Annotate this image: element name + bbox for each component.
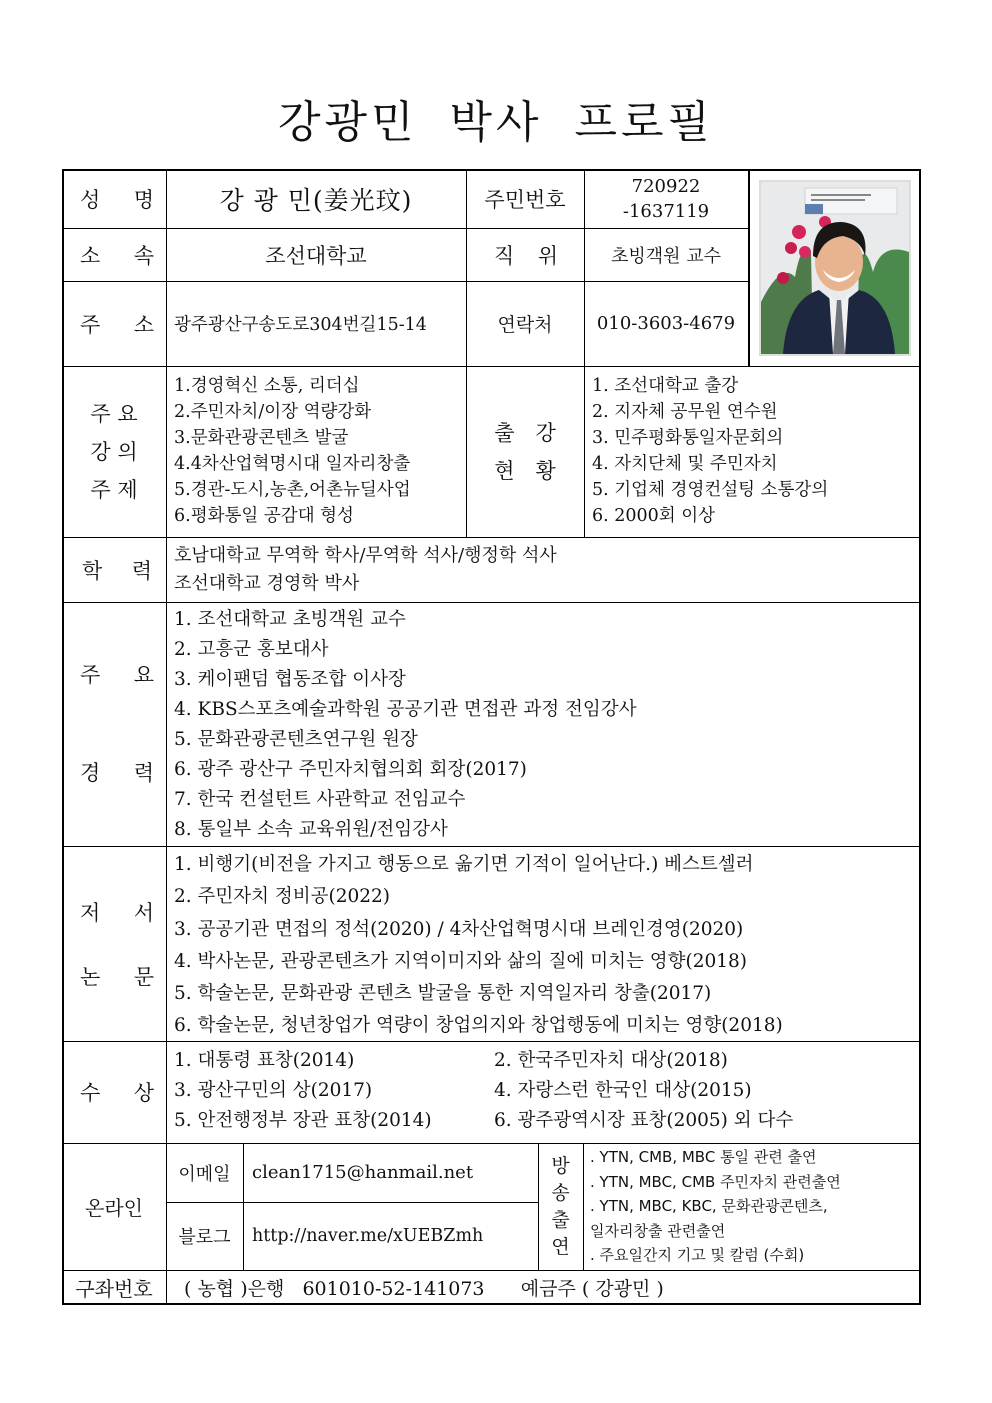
list-item: 조선대학교 경영학 박사 xyxy=(174,573,360,594)
label-char: 학 xyxy=(82,558,103,583)
publications-list xyxy=(174,849,919,1043)
label-line: 주 제 xyxy=(90,477,138,502)
list-item: 1. 대통령 표창(2014) xyxy=(174,1050,355,1071)
list-item: 1.경영혁신 소통, 리더십 xyxy=(174,376,360,396)
label-char: 출 xyxy=(551,1208,570,1231)
list-item: 4. 박사논문, 관광콘텐츠가 지역이미지와 삶의 질에 미치는 영향(2018) xyxy=(174,950,747,972)
list-item: 4. 자랑스런 한국인 대상(2015) xyxy=(494,1080,752,1101)
list-item: 2. 지자체 공무원 연수원 xyxy=(592,402,778,422)
label-char: 문 xyxy=(133,965,154,989)
label-char: 성 xyxy=(80,187,101,212)
list-item: 3. 공공기관 면접의 정석(2020) / 4차산업혁명시대 브레인경영(2020) xyxy=(174,918,744,940)
label-char: 상 xyxy=(133,1081,154,1105)
list-item: . YTN, CMB, MBC 통일 관련 출연 xyxy=(590,1148,817,1166)
name-value: 강 광 민(姜光玟) xyxy=(219,185,413,215)
list-item: 5. 학술논문, 문화관광 콘텐츠 발굴을 통한 지역일자리 창출(2017) xyxy=(174,983,712,1005)
career-label-top xyxy=(62,658,166,690)
id-number-line2: -1637119 xyxy=(622,200,710,222)
list-item: 1. 조선대학교 출강 xyxy=(592,376,739,396)
label-char: 위 xyxy=(537,243,558,268)
label-line: 현 황 xyxy=(494,458,556,483)
page-title: 강광민 박사 프로필 xyxy=(277,97,714,148)
label-char: 경 xyxy=(80,761,101,785)
name-label xyxy=(62,169,166,228)
broadcast-label xyxy=(538,1143,583,1270)
label-line: 주 요 xyxy=(90,401,138,426)
label-line: 출 강 xyxy=(494,420,556,445)
label-line: 강 의 xyxy=(90,439,138,464)
divider xyxy=(583,1143,584,1270)
list-item: 4.4차산업혁명시대 일자리창출 xyxy=(174,454,411,474)
divider xyxy=(748,169,750,366)
publications-label-top xyxy=(62,896,166,928)
list-item: 5. 기업체 경영컨설팅 소통강의 xyxy=(592,480,829,500)
label-char: 소 xyxy=(80,243,101,268)
label-char: 요 xyxy=(133,663,154,687)
affiliation-value: 조선대학교 xyxy=(265,243,367,268)
list-item: 호남대학교 무역학 학사/무역학 석사/행정학 석사 xyxy=(174,545,557,566)
label-char: 송 xyxy=(551,1181,570,1204)
label-char: 연 xyxy=(551,1235,570,1258)
account-label: 구좌번호 xyxy=(75,1277,153,1301)
list-item: 2. 한국주민자치 대상(2018) xyxy=(494,1050,728,1071)
person-photo-icon xyxy=(761,182,909,354)
blog-link[interactable]: http://naver.me/xUEBZmh xyxy=(252,1226,484,1246)
list-item: 6. 학술논문, 청년창업가 역량이 창업의지와 창업행동에 미치는 영향(2018) xyxy=(174,1015,783,1037)
position-label xyxy=(466,228,584,281)
list-item: . YTN, MBC, KBC, 문화관광콘텐츠, xyxy=(590,1197,828,1215)
education-label xyxy=(62,537,166,602)
list-item: 8. 통일부 소속 교육위원/전임강사 xyxy=(174,819,448,840)
list-item: 2. 주민자치 정비공(2022) xyxy=(174,886,391,908)
list-item: 5.경관-도시,농촌,어촌뉴딜사업 xyxy=(174,480,411,500)
label-char: 논 xyxy=(80,965,101,989)
contact-label: 연락처 xyxy=(497,314,553,336)
list-item: 5. 문화관광콘텐츠연구원 원장 xyxy=(174,729,418,750)
lecture-status-label xyxy=(466,366,584,537)
label-char: 력 xyxy=(133,761,154,785)
profile-photo xyxy=(759,180,911,356)
list-item: 1. 비행기(비전을 가지고 행동으로 옮기면 기적이 일어난다.) 베스트셀러 xyxy=(174,854,754,875)
position-value: 초빙객원 교수 xyxy=(610,245,722,267)
email-label: 이메일 xyxy=(178,1163,231,1185)
list-item: . YTN, MBC, CMB 주민자치 관련출연 xyxy=(590,1172,841,1191)
list-item: 일자리창출 관련출연 xyxy=(590,1221,726,1240)
affiliation-label xyxy=(62,228,166,281)
lecture-topics-label xyxy=(62,366,166,537)
label-char: 직 xyxy=(494,243,515,268)
divider xyxy=(62,537,921,538)
list-item: 2.주민자치/이장 역량강화 xyxy=(174,402,372,422)
label-char: 방 xyxy=(551,1154,570,1177)
address-label xyxy=(62,281,166,366)
list-item: 5. 안전행정부 장관 표창(2014) xyxy=(174,1110,432,1131)
list-item: 3. 케이팬덤 협동조합 이사장 xyxy=(174,669,406,690)
blog-label: 블로그 xyxy=(178,1227,231,1248)
awards-list-left xyxy=(174,1046,494,1136)
label-char: 속 xyxy=(133,243,154,268)
career-list xyxy=(174,605,914,845)
label-char: 서 xyxy=(133,901,154,925)
divider xyxy=(62,846,921,847)
id-number-value xyxy=(584,169,748,228)
list-item: 7. 한국 컨설턴트 사관학교 전임교수 xyxy=(174,789,466,810)
list-item: 3. 광산구민의 상(2017) xyxy=(174,1080,373,1101)
list-item: 4. KBS스포츠예술과학원 공공기관 면접관 과정 전임강사 xyxy=(174,699,637,720)
label-char: 저 xyxy=(80,901,101,925)
list-item: 3.문화관광콘텐츠 발굴 xyxy=(174,428,349,448)
career-label-bottom xyxy=(62,756,166,788)
contact-value: 010-3603-4679 xyxy=(596,313,736,334)
label-char: 소 xyxy=(133,312,154,337)
list-item: 6. 광주광역시장 표창(2005) 외 다수 xyxy=(494,1110,794,1131)
publications-label-bottom xyxy=(62,960,166,992)
list-item: 6.평화통일 공감대 형성 xyxy=(174,506,354,526)
label-char: 력 xyxy=(131,558,152,583)
email-link[interactable]: clean1715@hanmail.net xyxy=(252,1162,474,1183)
education-list xyxy=(174,542,914,598)
lecture-status-list xyxy=(592,373,917,529)
label-char: 수 xyxy=(80,1081,101,1105)
list-item: 2. 고흥군 홍보대사 xyxy=(174,639,329,660)
list-item: 4. 자치단체 및 주민자치 xyxy=(592,454,778,474)
address-value: 광주광산구송도로304번길15-14 xyxy=(174,315,427,335)
label-char: 주 xyxy=(80,663,101,687)
lecture-topics-list xyxy=(174,373,464,529)
account-value: ( 농협 )은행 601010-52-141073 예금주 ( 강광민 ) xyxy=(184,1278,664,1300)
id-number-label: 주민번호 xyxy=(484,187,566,212)
broadcast-list xyxy=(590,1145,920,1268)
label-char: 명 xyxy=(133,187,154,212)
label-char: 주 xyxy=(80,312,101,337)
awards-list-right xyxy=(494,1046,919,1136)
divider xyxy=(62,602,921,603)
id-number-line1: 720922 xyxy=(631,175,701,197)
online-label: 온라인 xyxy=(85,1196,143,1220)
awards-label xyxy=(62,1041,166,1143)
list-item: 3. 민주평화통일자문회의 xyxy=(592,428,784,448)
list-item: 1. 조선대학교 초빙객원 교수 xyxy=(174,609,406,630)
list-item: . 주요일간지 기고 및 칼럼 (수회) xyxy=(590,1246,805,1264)
list-item: 6. 광주 광산구 주민자치협의회 회장(2017) xyxy=(174,759,527,780)
list-item: 6. 2000회 이상 xyxy=(592,506,716,526)
